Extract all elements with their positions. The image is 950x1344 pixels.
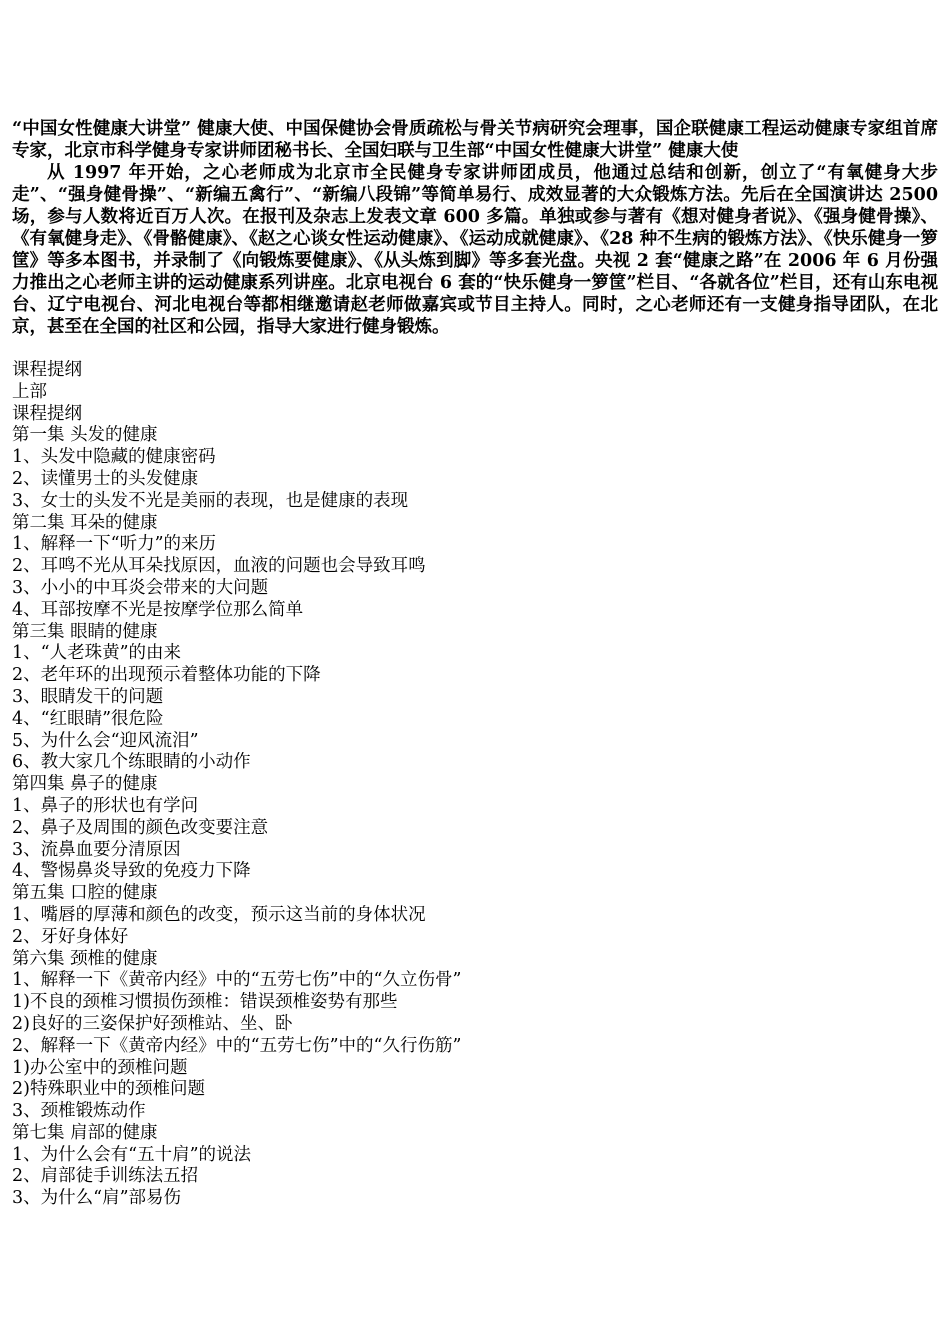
course-outline [12, 360, 938, 1210]
outline-item: 2、老年环的出现预示着整体功能的下降 [12, 665, 321, 686]
outline-item: 1、头发中隐藏的健康密码 [12, 447, 216, 468]
outline-item: 2、肩部徒手训练法五招 [12, 1166, 199, 1187]
outline-item: 6、教大家几个练眼睛的小动作 [12, 752, 251, 773]
outline-subitem: 2)特殊职业中的颈椎问题 [12, 1079, 205, 1100]
outline-subitem: 1)不良的颈椎习惯损伤颈椎：错误颈椎姿势有那些 [12, 992, 398, 1013]
outline-heading: 课程提纲 [12, 403, 82, 424]
outline-item: 2、鼻子及周围的颜色改变要注意 [12, 817, 269, 838]
chapter-title: 第七集 肩部的健康 [12, 1122, 158, 1143]
outline-subitem: 2)良好的三姿保护好颈椎站、坐、卧 [12, 1013, 293, 1034]
intro-section [12, 118, 938, 338]
outline-item: 1、嘴唇的厚薄和颜色的改变，预示这当前的身体状况 [12, 904, 426, 925]
chapter-title: 第二集 耳朵的健康 [12, 512, 158, 533]
outline-item: 4、“红眼睛”很危险 [12, 708, 164, 729]
outline-item: 3、小小的中耳炎会带来的大问题 [12, 577, 269, 598]
intro-paragraph-2: 从 1997 年开始，之心老师成为北京市全民健身专家讲师团成员，他通过总结和创新，创立了“有氧健身大步走”、“强身健骨操”、“新编五禽行”、“新编八段锦”等简单易行、成效显著的大众锻炼方法。先后在全国演讲达 2500 场，参与人数将近百万人次。在报刊及杂志上发表文章 600 多篇。单独或参与著有《想对健身者说》、《强身健骨操》、《有氧健身走》、《骨骼健康》、《赵之心谈女性运动健康》、《运动成就健康》、《28 种不生病的锻炼方法》、《快乐健身一箩筐》等多本图书，并录制了《向锻炼要健康》、《从头炼到脚》等多套光盘。央视 2 套“健康之路”在 2006 年 6 月份强力推出之心老师主讲的运动健康系列讲座。北京电视台 6 套的“快乐健身一箩筐”栏目、“各就各位”栏目，还有山东电视台、辽宁电视台、河北电视台等都相继邀请赵老师做嘉宾或节目主持人。同时，之心老师还有一支健身指导团队，在北京，甚至在全国的社区和公园，指导大家进行健身锻炼。 [12, 163, 938, 337]
outline-item: 3、为什么“肩”部易伤 [12, 1188, 182, 1209]
outline-item: 3、女士的头发不光是美丽的表现，也是健康的表现 [12, 490, 409, 511]
outline-item: 3、眼睛发干的问题 [12, 686, 164, 707]
chapter-title: 第一集 头发的健康 [12, 425, 158, 446]
intro-paragraph-1: “中国女性健康大讲堂” 健康大使、中国保健协会骨质疏松与骨关节病研究会理事，国企联健康工程运动健康专家组首席专家，北京市科学健身专家讲师团秘书长、全国妇联与卫生部“中国女性健康大讲堂” 健康大使 [12, 119, 938, 161]
chapter-title: 第六集 颈椎的健康 [12, 948, 158, 969]
outline-item: 4、耳部按摩不光是按摩学位那么简单 [12, 599, 304, 620]
outline-item: 4、警惕鼻炎导致的免疫力下降 [12, 861, 251, 882]
outline-item: 5、为什么会“迎风流泪” [12, 730, 199, 751]
outline-part-label: 上部 [12, 381, 47, 402]
chapter-title: 第五集 口腔的健康 [12, 883, 158, 904]
chapter-title: 第三集 眼睛的健康 [12, 621, 158, 642]
outline-item: 1、解释一下《黄帝内经》中的“五劳七伤”中的“久立伤骨” [12, 970, 462, 991]
outline-item: 2、解释一下《黄帝内经》中的“五劳七伤”中的“久行伤筋” [12, 1035, 462, 1056]
outline-item: 2、读懂男士的头发健康 [12, 468, 199, 489]
outline-item: 1、鼻子的形状也有学问 [12, 795, 199, 816]
outline-item: 3、颈椎锻炼动作 [12, 1101, 146, 1122]
outline-subitem: 1)办公室中的颈椎问题 [12, 1057, 188, 1078]
outline-item: 1、为什么会有“五十肩”的说法 [12, 1144, 252, 1165]
outline-item: 1、解释一下“听力”的来历 [12, 534, 217, 555]
outline-item: 2、耳鸣不光从耳朵找原因，血液的问题也会导致耳鸣 [12, 556, 426, 577]
outline-heading: 课程提纲 [12, 360, 82, 380]
outline-item: 2、牙好身体好 [12, 926, 129, 947]
outline-item: 1、“人老珠黄”的由来 [12, 643, 182, 664]
chapter-title: 第四集 鼻子的健康 [12, 774, 158, 795]
outline-item: 3、流鼻血要分清原因 [12, 839, 181, 860]
